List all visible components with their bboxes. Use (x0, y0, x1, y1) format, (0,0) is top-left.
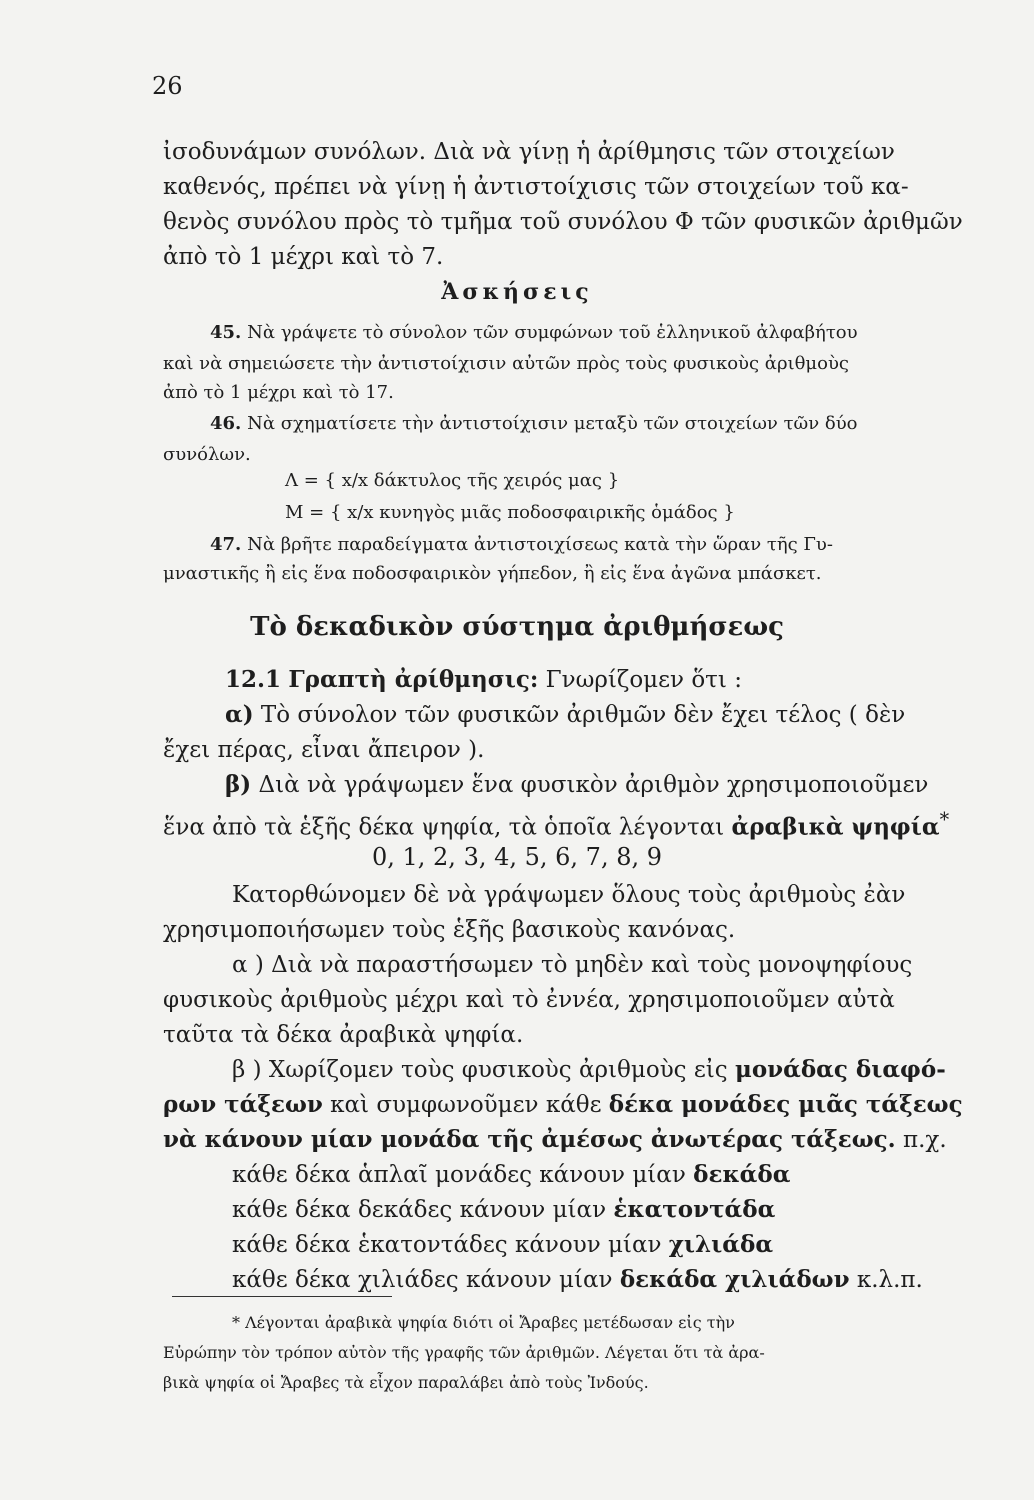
exercise-number: 47. (210, 534, 242, 555)
text-line: χρησιμοποιήσωμεν τοὺς ἑξῆς βασικοὺς κανόνας. (163, 917, 736, 943)
exercise-number: 46. (210, 413, 242, 434)
text-line: καθενός, πρέπει νὰ γίνῃ ἡ ἀντιστοίχισις τῶν στοιχείων τοῦ κα- (163, 174, 909, 200)
rule-b: β ) Χωρίζομεν τοὺς φυσικοὺς ἀριθμοὺς εἰς μονάδας διαφό- (232, 1056, 946, 1083)
text-line: ἔχει πέρας, εἶναι ἄπειρον ). (163, 737, 485, 763)
example-line: κάθε δέκα ἁπλαῖ μονάδες κάνουν μίαν δεκάδα (232, 1161, 791, 1188)
subsection-number: 12.1 (225, 666, 282, 693)
footnote-line: * Λέγονται ἀραβικὰ ψηφία διότι οἱ Ἄραβες μετέδωσαν εἰς τὴν (232, 1313, 735, 1332)
paragraph-a: α) Τὸ σύνολον τῶν φυσικῶν ἀριθμῶν δὲν ἔχει τέλος ( δὲν (225, 701, 906, 728)
text-line: ταῦτα τὰ δέκα ἀραβικὰ ψηφία. (163, 1022, 524, 1048)
footnote-marker: * (939, 808, 950, 831)
example-line: κάθε δέκα δεκάδες κάνουν μίαν ἑκατοντάδα (232, 1196, 776, 1223)
exercises-heading: Ἀσκήσεις (441, 279, 593, 305)
item-label: α) (225, 701, 254, 728)
text-line: Κατορθώνομεν δὲ νὰ γράψωμεν ὅλους τοὺς ἀριθμοὺς ἐὰν (232, 882, 906, 908)
text-line: ἀπὸ τὸ 1 μέχρι καὶ τὸ 17. (163, 382, 394, 403)
footnote-line: βικὰ ψηφία οἱ Ἄραβες τὰ εἶχον παραλάβει ἀπὸ τοὺς Ἰνδούς. (163, 1373, 649, 1392)
page-number: 26 (152, 72, 183, 100)
set-lambda: Λ = { x/x δάκτυλος τῆς χειρός μας } (285, 470, 620, 491)
rule-a: α ) Διὰ νὰ παραστήσωμεν τὸ μηδὲν καὶ τοὺς μονοψηφίους (232, 952, 913, 978)
arabic-digits-term: ἀραβικὰ ψηφία (731, 813, 940, 841)
exercise-45 (210, 318, 858, 348)
digits-list: 0, 1, 2, 3, 4, 5, 6, 7, 8, 9 (371, 843, 662, 871)
text-line: Νὰ βρῆτε παραδείγματα ἀντιστοιχίσεως κατὰ τὴν ὥραν τῆς Γυ- (247, 534, 833, 555)
footnote-divider (172, 1296, 392, 1297)
text-line: συνόλων. (163, 444, 251, 465)
text-line: φυσικοὺς ἀριθμοὺς μέχρι καὶ τὸ ἐννέα, χρησιμοποιοῦμεν αὐτὰ (163, 987, 895, 1013)
text-line: μναστικῆς ἢ εἰς ἕνα ποδοσφαιρικὸν γήπεδον, ἢ εἰς ἕνα ἀγῶνα μπάσκετ. (163, 563, 822, 584)
text-line: ρων τάξεων καὶ συμφωνοῦμεν κάθε δέκα μονάδες μιᾶς τάξεως (163, 1091, 963, 1118)
footnote-line: Εὐρώπην τὸν τρόπον αὐτὸν τῆς γραφῆς τῶν ἀριθμῶν. Λέγεται ὅτι τὰ ἀρα- (163, 1343, 765, 1362)
exercise-number: 45. (210, 322, 242, 343)
text-line: Νὰ σχηματίσετε τὴν ἀντιστοίχισιν μεταξὺ τῶν στοιχείων τῶν δύο (247, 413, 858, 434)
text-line: Νὰ γράψετε τὸ σύνολον τῶν συμφώνων τοῦ ἑλληνικοῦ ἀλφαβήτου (247, 322, 858, 343)
text-line: ἰσοδυνάμων συνόλων. Διὰ νὰ γίνῃ ἡ ἀρίθμησις τῶν στοιχείων (163, 139, 895, 165)
text-line: ἀπὸ τὸ 1 μέχρι καὶ τὸ 7. (163, 244, 444, 270)
set-m: Μ = { x/x κυνηγὸς μιᾶς ποδοσφαιρικῆς ὁμάδος } (285, 502, 735, 523)
exercise-47 (210, 530, 833, 560)
subsection-heading (225, 665, 742, 695)
text-line: ἕνα ἀπὸ τὰ ἑξῆς δέκα ψηφία, τὰ ὁποῖα λέγονται ἀραβικὰ ψηφία* (163, 808, 950, 841)
text-line: θενὸς συνόλου πρὸς τὸ τμῆμα τοῦ συνόλου Φ τῶν φυσικῶν ἀριθμῶν (163, 209, 963, 235)
exercise-46 (210, 409, 858, 439)
example-line: κάθε δέκα χιλιάδες κάνουν μίαν δεκάδα χιλιάδων κ.λ.π. (232, 1266, 923, 1293)
text-line: καὶ νὰ σημειώσετε τὴν ἀντιστοίχισιν αὐτῶν πρὸς τοὺς φυσικοὺς ἀριθμοὺς (163, 353, 849, 374)
item-label: β) (225, 771, 252, 798)
example-line: κάθε δέκα ἑκατοντάδες κάνουν μίαν χιλιάδα (232, 1231, 774, 1258)
subsection-title: Γραπτὴ ἀρίθμησις: (288, 666, 539, 693)
subsection-intro: Γνωρίζομεν ὅτι : (538, 667, 742, 693)
text-line: νὰ κάνουν μίαν μονάδα τῆς ἀμέσως ἀνωτέρας τάξεως. π.χ. (163, 1126, 947, 1153)
section-title: Τὸ δεκαδικὸν σύστημα ἀριθμήσεως (250, 612, 784, 642)
paragraph-b: β) Διὰ νὰ γράψωμεν ἕνα φυσικὸν ἀριθμὸν χρησιμοποιοῦμεν (225, 771, 929, 798)
